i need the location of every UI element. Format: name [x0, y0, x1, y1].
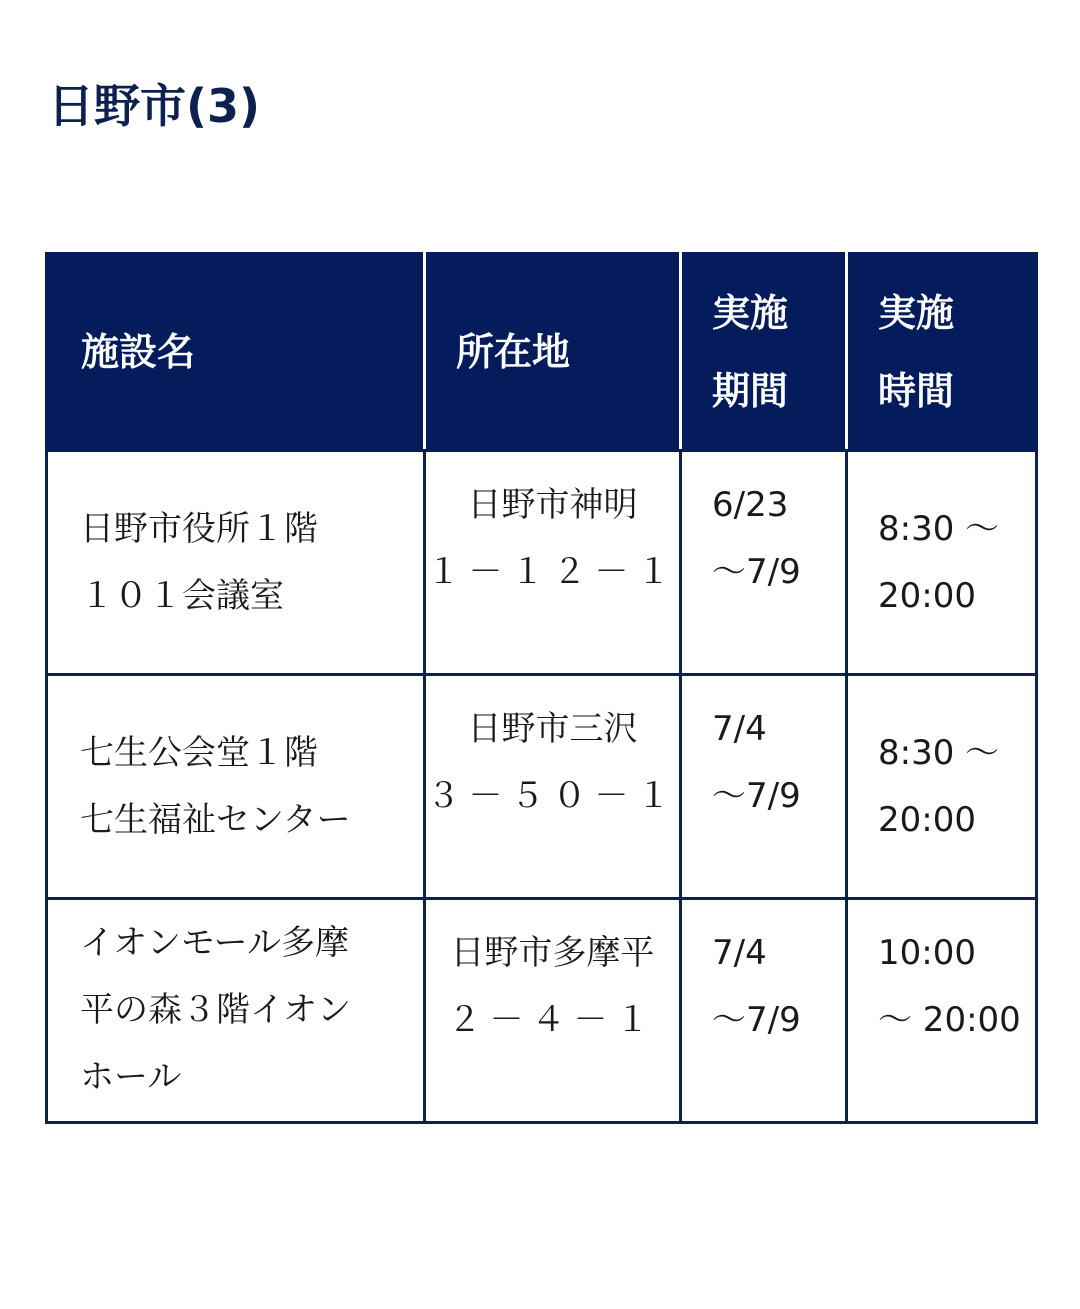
header-period-label-1: 実施	[712, 291, 789, 335]
period-cell	[681, 675, 847, 899]
address-cell	[425, 675, 681, 899]
table-row	[47, 675, 1037, 899]
header-time-label-1: 実施	[878, 291, 955, 335]
time-end: 20:00	[878, 575, 976, 616]
table-row	[47, 899, 1037, 1123]
facility-name-cell	[47, 451, 425, 675]
facility-name-line: 七生公会堂１階	[80, 732, 318, 773]
header-period-label-2: 期間	[712, 369, 789, 413]
header-facility-name-label: 施設名	[81, 330, 196, 374]
address-cell	[425, 899, 681, 1123]
time-cell	[847, 451, 1037, 675]
period-start: 7/4	[712, 709, 767, 749]
period-end: ～7/9	[712, 1000, 801, 1040]
facility-name-line: ホール	[80, 1057, 182, 1097]
facility-name-line: イオンモール多摩	[80, 923, 349, 963]
time-start: 10:00	[878, 933, 976, 973]
facility-table	[45, 252, 1038, 1124]
address-line: 日野市三沢	[467, 709, 638, 749]
facility-name-line: 七生福祉センター	[80, 799, 351, 840]
header-time-label-2: 時間	[878, 369, 955, 413]
page-title: 日野市(3)	[48, 79, 261, 133]
address-line: 日野市神明	[467, 485, 638, 525]
time-end: 20:00	[878, 799, 976, 840]
address-number: ２－４－１	[447, 1000, 658, 1040]
facility-name-line: 日野市役所１階	[80, 508, 318, 549]
period-start: 6/23	[712, 485, 789, 525]
facility-name-line: 平の森３階イオン	[80, 990, 351, 1030]
table-body	[47, 451, 1037, 1123]
address-line: 日野市多摩平	[450, 933, 655, 973]
period-cell	[681, 451, 847, 675]
address-number: １－１２－１	[426, 552, 679, 592]
table-header	[47, 254, 1037, 451]
header-facility-name	[47, 254, 425, 451]
header-time	[847, 254, 1037, 451]
time-start: 8:30 ～	[878, 732, 1000, 773]
header-row	[47, 254, 1037, 451]
time-start: 8:30 ～	[878, 508, 1000, 549]
time-cell	[847, 675, 1037, 899]
period-cell	[681, 899, 847, 1123]
facility-name-line: １０１会議室	[80, 575, 284, 616]
period-start: 7/4	[712, 933, 767, 973]
facility-name-cell	[47, 899, 425, 1123]
time-end: ～ 20:00	[878, 1000, 1021, 1040]
header-period	[681, 254, 847, 451]
address-number: ３－５０－１	[426, 776, 679, 816]
address-cell	[425, 451, 681, 675]
period-end: ～7/9	[712, 552, 801, 592]
header-address-label: 所在地	[456, 330, 571, 374]
time-cell	[847, 899, 1037, 1123]
period-end: ～7/9	[712, 776, 801, 816]
header-address	[425, 254, 681, 451]
facility-name-cell	[47, 675, 425, 899]
table-row	[47, 451, 1037, 675]
